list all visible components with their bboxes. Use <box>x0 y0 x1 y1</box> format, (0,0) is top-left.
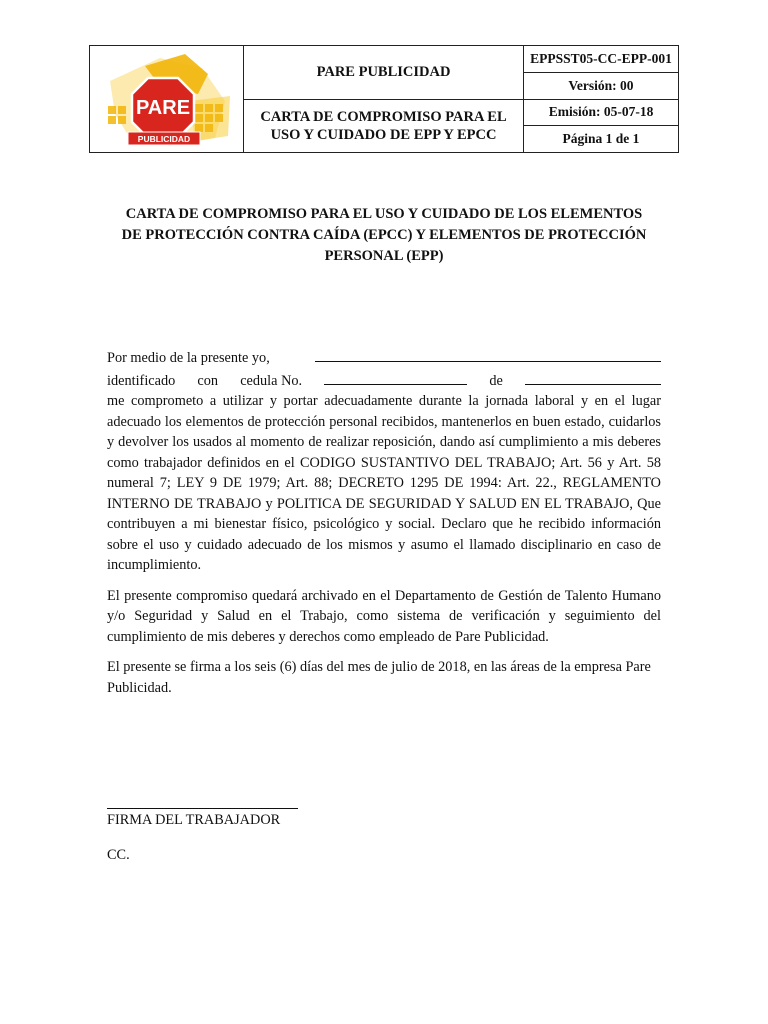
document-title <box>100 204 668 267</box>
document-emission: Emisión: 05-07-18 <box>524 100 678 127</box>
logo-word-publicidad: PUBLICIDAD <box>137 134 191 144</box>
logo-cell <box>90 46 244 152</box>
id-place-blank-field[interactable] <box>525 369 661 385</box>
paragraph-commitment: me comprometo a utilizar y portar adecuadamente durante la jornada laboral y en el lugar adecuado los elementos de protección personal recibidos, mantenerlos en buen estado, cuidarlos y devolver los usados al momento de realizar reposición, dando así cumplimiento a mis deberes como trabajador definidos en el CODIGO SUSTANTIVO DEL TRABAJO; Art. 56 y Art. 58 numeral 7; LEY 9 DE 1979; Art. 88; DECRETO 1295 DE 1994: Art. 22., REGLAMENTO INTERNO DE TRABAJO y POLITICA DE SEGURIDAD Y SALUD EN EL TRABAJO, Que contribuyen a mi bienestar físico, psicológico y social. Declaro que he recibido información sobre el uso y cuidado adecuado de los mismos y asumo el llamado disciplinario en caso de incumplimiento. <box>107 393 661 573</box>
id-number-label: cedula No. <box>240 372 303 389</box>
signature-line[interactable] <box>107 808 298 809</box>
document-header <box>89 45 679 153</box>
of-text: de <box>489 372 503 389</box>
document-body <box>107 346 661 698</box>
name-blank-field[interactable] <box>315 346 661 362</box>
document-version: Versión: 00 <box>524 73 678 100</box>
identified-text: identificado <box>107 372 176 389</box>
id-number-blank-field[interactable] <box>324 369 467 385</box>
company-name: PARE PUBLICIDAD <box>244 46 523 100</box>
title-line-2: DE PROTECCIÓN CONTRA CAÍDA (EPCC) Y ELEMENTOS DE PROTECCIÓN <box>121 227 647 243</box>
header-document-title: CARTA DE COMPROMISO PARA EL USO Y CUIDADO DE EPP Y EPCC <box>260 109 507 143</box>
header-meta-cell <box>524 46 678 152</box>
title-line-3: PERSONAL (EPP) <box>324 248 444 264</box>
intro-text: Por medio de la presente yo, <box>107 350 270 366</box>
cc-label: CC. <box>107 847 130 863</box>
paragraph-archive: El presente compromiso quedará archivado en el Departamento de Gestión de Talento Humano y/o Seguridad y Salud en el Trabajo, como sistema de verificación y seguimiento del cumplimiento de mis deberes y derechos como empleado de Pare Publicidad. <box>107 587 661 645</box>
document-code: EPPSST05-CC-EPP-001 <box>524 46 678 73</box>
title-line-1: CARTA DE COMPROMISO PARA EL USO Y CUIDADO DE LOS ELEMENTOS <box>125 206 643 222</box>
with-text: con <box>197 372 219 389</box>
signature-label: FIRMA DEL TRABAJADOR <box>107 812 281 828</box>
id-line <box>107 369 661 392</box>
header-title-cell <box>244 46 524 152</box>
name-line <box>107 346 661 369</box>
document-page: Página 1 de 1 <box>562 131 640 147</box>
paragraph-signing-date: El presente se firma a los seis (6) días del mes de julio de 2018, en las áreas de la empresa Pare Publicidad. <box>107 659 651 696</box>
logo-word-pare: PARE <box>135 97 191 119</box>
pare-publicidad-logo <box>90 46 242 152</box>
